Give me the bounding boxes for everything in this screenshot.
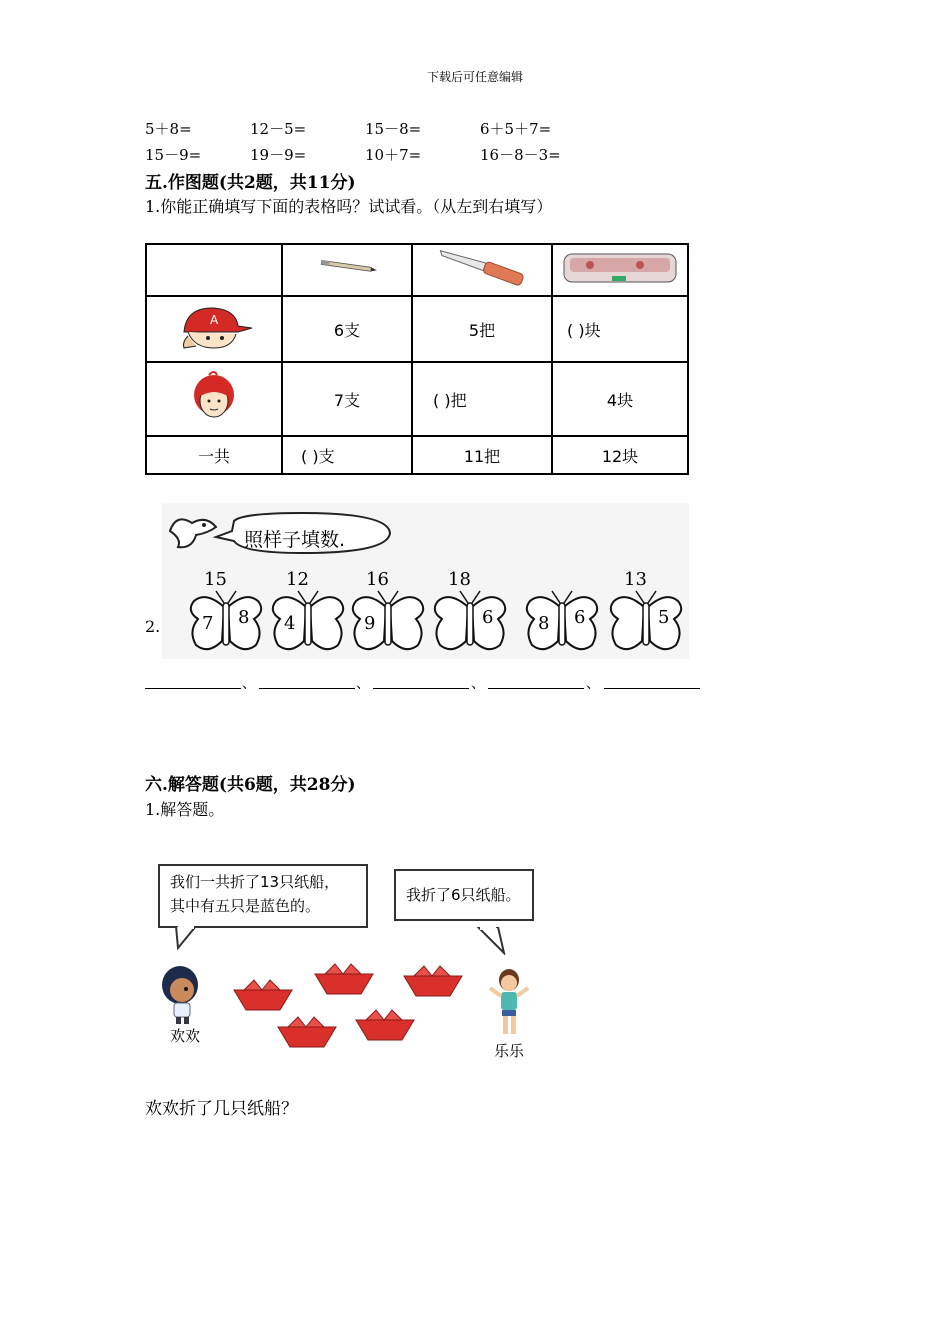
butterfly-top-number: 16	[366, 569, 389, 590]
paper-boat-icon	[402, 964, 464, 998]
table-answer-cell[interactable]: ( )支	[282, 436, 412, 474]
butterfly-right-number: 6	[482, 607, 494, 628]
equation: 15－8=	[365, 120, 422, 138]
answer-blank[interactable]	[604, 688, 700, 689]
boy-avatar	[146, 296, 282, 362]
answer-blank[interactable]	[488, 688, 584, 689]
butterfly-icon	[186, 585, 266, 655]
page-header: 下载后可任意编辑	[426, 70, 523, 84]
speech-bubble-left	[158, 864, 368, 928]
butterfly	[186, 569, 266, 655]
paper-boat-icon	[232, 978, 294, 1012]
table-answer-cell[interactable]: ( )块	[552, 296, 688, 362]
butterfly-right-number: 6	[574, 607, 586, 628]
table-cell: 一共	[146, 436, 282, 474]
butterfly-left-number: 9	[364, 613, 376, 634]
bubble-text-line: 我们一共折了13只纸船，	[170, 873, 340, 891]
table-cell: 7支	[282, 362, 412, 436]
equation: 19－9=	[250, 146, 307, 164]
butterfly	[348, 569, 428, 655]
table-cell: 12块	[552, 436, 688, 474]
equation: 10＋7=	[365, 146, 422, 164]
name-label: 欢欢	[170, 1027, 201, 1045]
question-text: 欢欢折了几只纸船？	[145, 1099, 298, 1119]
boy-huanhuan-icon	[158, 963, 204, 1025]
separator: 、	[471, 676, 485, 692]
separator: 、	[356, 676, 370, 692]
butterfly-left-number: 8	[538, 613, 550, 634]
fill-table	[145, 243, 689, 475]
table-answer-cell[interactable]: ( )把	[412, 362, 552, 436]
speech-bubble-right: 我折了6只纸船。	[394, 869, 534, 921]
pencil-image	[282, 244, 412, 296]
butterfly	[522, 569, 602, 655]
paper-boat-icon	[354, 1008, 416, 1042]
separator: 、	[586, 676, 600, 692]
butterfly-right-number: 5	[658, 607, 670, 628]
answer-blank[interactable]	[259, 688, 355, 689]
equation: 12－5=	[250, 120, 307, 138]
butterfly-icon	[522, 585, 602, 655]
section-title: 五.作图题(共2题，共11分)	[145, 173, 356, 193]
girl-avatar	[146, 362, 282, 436]
bubble-tail-icon	[172, 926, 212, 950]
butterfly-icon	[430, 585, 510, 655]
svg-text:A: A	[210, 313, 219, 327]
butterfly	[268, 569, 348, 655]
pencil-case-image	[552, 244, 688, 296]
question-text: 1.你能正确填写下面的表格吗？试试看。（从左到右填写）	[145, 197, 553, 216]
table-corner-cell	[146, 244, 282, 296]
table-cell: 6支	[282, 296, 412, 362]
butterfly	[430, 569, 510, 655]
equation: 5＋8=	[145, 120, 192, 138]
name-label: 乐乐	[494, 1042, 525, 1060]
equation: 6＋5＋7=	[480, 120, 552, 138]
knife-image	[412, 244, 552, 296]
question-text: 1.解答题。	[145, 800, 225, 819]
butterfly-top-number: 13	[624, 569, 647, 590]
butterfly-top-number: 12	[286, 569, 309, 590]
boy-lele-icon	[486, 966, 532, 1038]
butterfly-left-number: 7	[202, 613, 214, 634]
butterfly-top-number: 18	[448, 569, 471, 590]
butterfly-icon	[268, 585, 348, 655]
speech-text: 照样子填数.	[244, 529, 346, 551]
bubble-tail-icon	[474, 927, 510, 955]
butterfly	[606, 569, 686, 655]
butterfly-icon	[348, 585, 428, 655]
section-title: 六.解答题(共6题，共28分)	[145, 775, 356, 795]
equation: 15－9=	[145, 146, 202, 164]
butterfly-left-number: 4	[284, 613, 296, 634]
table-cell: 4块	[552, 362, 688, 436]
butterfly-figure	[162, 503, 689, 659]
butterfly-right-number: 8	[238, 607, 250, 628]
paper-boat-icon	[276, 1015, 338, 1049]
answer-blank[interactable]	[373, 688, 469, 689]
table-cell: 5把	[412, 296, 552, 362]
paper-boat-icon	[313, 962, 375, 996]
bubble-text-line: 其中有五只是蓝色的。	[170, 897, 321, 915]
answer-blank[interactable]	[145, 688, 241, 689]
separator: 、	[242, 676, 256, 692]
table-cell: 11把	[412, 436, 552, 474]
equation: 16－8－3=	[480, 146, 561, 164]
butterfly-icon	[606, 585, 686, 655]
butterfly-top-number: 15	[204, 569, 227, 590]
question-number: 2.	[145, 617, 161, 636]
